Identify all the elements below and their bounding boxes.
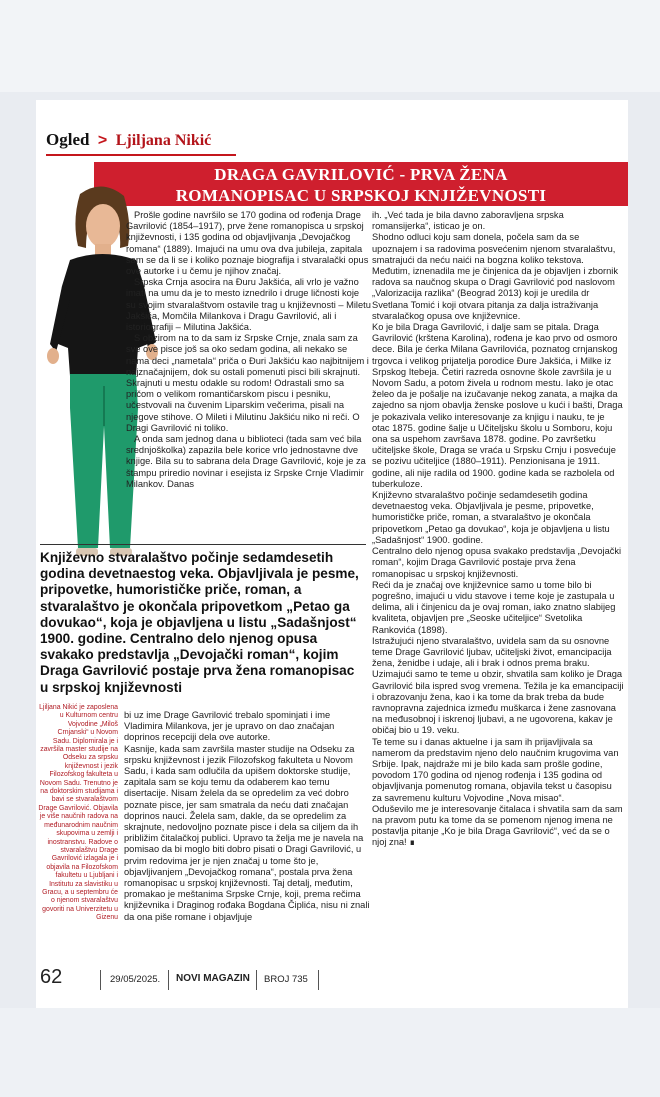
page-number: 62 [40,966,63,988]
magazine-page [36,100,628,1008]
magazine-name: NOVI MAGAZIN [176,973,250,984]
article-column-2 [372,210,624,849]
paragraph: A onda sam jednog dana u biblioteci (tada sam već bila srednjoškolka) zapazila bele korice vrlo jednostavne dve knjige. Bila su to sabrana dela Drage Gavrilović, koje je za štampu priredio novinar i esejista iz Srpske Crnje Vladimir Milankov. Danas [126,434,366,489]
article-column-3 [124,710,370,923]
issue-number: BROJ 735 [264,974,308,985]
browser-top-area [0,0,660,92]
paragraph: Shodno odluci koju sam donela, počela sam da se upoznajem i sa radovima posvećenim njenom stvaralaštvu, smatrajući da neću naići na bogzna koliko tekstova. Međutim, iznenadila me je činjenica da je objavljen i zbornik radova sa naučnog skupa o Dragi Gavrilović pod naslovom „Valorizacija razlika“ (Beograd 2013) koji je uredila dr Svetlana Tomić i koji otvara pitanja za dalja istraživanja stvaralačkog opusa ove književnice. [372,232,618,321]
author-bio: Ljiljana Nikić je zaposlena u Kulturnom centru Vojvodine „Miloš Crnjanski“ u Novom Sadu. Diplomirala je i završila master studije na Odseku za srpsku književnost i jezik Filozofskog fakulteta u Novom Sadu. Trenutno je na doktorskim studijama i bavi se stvaralaštvom Drage Gavrilović. Objavila je više naučnih radova na međunarodnim naučnim skupovima u zemlji i inostranstvu. Radove o stvaralaštvu Drage Gavrilović izlagala je i objavila na Filozofskom fakultetu u Ljubljani i Institutu za slavistiku u Gracu, a u septembru će o njenom stvaralaštvu govoriti na Univerzitetu u Gizenu [38,704,118,922]
paragraph: Reći da je značaj ove književnice samo u tome bilo bi pogrešno, imajući u vidu stavove i teme koje je zastupala u delima, ali i činjenicu da je ovaj roman, iako znatno slabijeg kvaliteta, objavljen pre „Seoske učiteljice“ Svetolika Rankovića (1898). [372,579,616,635]
rubric-underline [46,154,236,156]
rubric [46,130,211,150]
paragraph: Centralno delo njenog opusa svakako predstavlja „Devojački roman“, kojim Draga Gavrilović postaje prva žena romanopisac u srpskoj književnosti. [372,546,622,579]
rubric-separator: > [97,132,108,149]
pull-quote: Književno stvaralaštvo počinje sedamdesetih godina devetnaestog veka. Objavljivala je pesme, pripovetke, humorističke priče, roman, a stvaralaštvo je okončala pripovetkom „Petao ga dovukao“, koja je objavljena u listu „Sadašnjost“ 1900. godine. Centralno delo njenog opusa svakako predstavlja „Devojački roman“, kojim Draga Gavrilović postaje prva žena romanopisac u srpskoj književnosti [40,550,359,695]
paragraph: Ko je bila Draga Gavrilović, i dalje sam se pitala. Draga Gavrilović (krštena Karolina), rođena je kao prvo od osmoro dece. Bila je ćerka Milana Gavrilovića, poznatog crnjanskog trgovca i velikog prijatelja porodice Đure Jakšića, i Milke iz Srpskog Itebeja. Četiri razreda osnovne škole završila je u Novom Sadu, a potom živela u rodnom mestu. Iako je otac želeo da je pošalje na izučavanje nekog zanata, a majka da zajedno sa njom obavlja ženske poslove u kući i bašti, Draga je pokazivala veliko interesovanje za knjigu i nauku, te je otac 1875. godine šalje u Učiteljsku školu u Somboru, koju ona sa uspehom završava 1878. godine. Po završetku učiteljske škole, Draga se vraća u Srpsku Crnju i posvećuje se pozivu učiteljice (1880–1911). Penzionisana je 1911. godine, ali nije radila od 1900. godine kada se razbolela od tuberkuloze. [372,322,623,489]
pull-quote-divider [40,544,366,545]
paragraph: Te teme su i danas aktuelne i ja sam ih prijavljivala sa namerom da predstavim njeno delo naučnim krugovima van Srbije. Ipak, najdraže mi je bilo kada sam prošle godine, povodom 170 godina od njenog rođenja i 135 godina od objavljivanja pomenutog romana, objavila tekst u časopisu za savremenu kulturu Vojvodine „Nova misao“. [372,736,619,803]
footer-divider [100,970,101,990]
paragraph: ih. „Već tada je bila davno zaboravljena srpska romansijerka“, isticao je on. [372,210,564,232]
paragraph: bi uz ime Drage Gavrilović trebalo spominjati i ime Vladimira Milankova, jer je upravo on dao značajan doprinos recepciji dela ove autorke. [124,710,335,743]
rubric-section: Ogled [46,130,90,149]
paragraph: Prošle godine navršilo se 170 godina od rođenja Drage Gavrilović (1854–1917), prve žene romanopisca u srpskoj književnosti, i 135 godina od objavljivanja „Devojačkog romana“ (1889). Imajući na umu ova dva jubileja, zapitala sam se da li se i koliko poznaje biografija i stvaralački opus ove autorke i u čemu je njihov značaj. [126,210,369,277]
paragraph: S obzirom na to da sam iz Srpske Crnje, znala sam za sve ove pisce još sa oko sedam godina, ali nekako se nama deci „nametala“ priča o Đuri Jakšiću kao najbitnijem i najznačajnijem, dok su ostali pomenuti pisci bili skrajnuti. Skrajnuti u mestu odakle su rodom! Odrastali smo sa pričom o velikom romantičarskom piscu i pesniku, učestvovali na čuvenim Liparskim večerima, pisali na njegove stihove. O Mileti i Milutinu Jakšiću niko ni reči. O Dragi Gavrilović ni toliko. [126,333,369,433]
article-title [94,162,628,206]
article-column-1 [126,210,371,490]
footer-divider [256,970,257,990]
browser-bottom-area [0,1008,660,1097]
paragraph: Uzimajući samo te teme u obzir, shvatila sam koliko je Draga Gavrilović bila ispred svog vremena. Težila je ka emancipaciji i obrazovanju žena, kao i ka tome da brak treba da bude ravnopravna zajednica između muškarca i žene zasnovana na međusobnoj i iskrenoj ljubavi, a ne ugovorena, kakav je običaj bio u 19. veku. [372,669,624,736]
paragraph: Kasnije, kada sam završila master studije na Odseku za srpsku književnost i jezik Filozofskog fakulteta u Novom Sadu, i kada sam odlučila da upišem doktorske studije, zapitala sam se koju temu da odaberem kao temu disertacije. Nisam želela da se opredelim za već dobro poznate pisce, jer sam smatrala da neću dati značajan doprinos nauci. Želela sam, dakle, da se opredelim za skrajnute, nedovoljno poznate pisce i dela sa ciljem da ih približim čitalačkoj publici. Upravo ta želja me je navela na pomisao da bi moglo biti dobro pisati o Dragi Gavrilović, u prvim redovima jer je njen značaj u tome što je, objavljivanjem „Devojačkog romana“, postala prva žena romanopisac u srpskoj književnosti. Taj detalj, međutim, promakao je meštanima Srpske Crnje, koji, prema rečima književnika i Draginog rođaka Bogdana Čiplića, nisu ni znali da ona piše romane i objavljuje [124,743,370,922]
page-footer [36,966,628,996]
article-title-line-1: DRAGA GAVRILOVIĆ - PRVA ŽENA [214,165,508,184]
rubric-author: Ljiljana Nikić [115,132,212,149]
footer-divider [168,970,169,990]
article-title-line-2: ROMANOPISAC U SRPSKOJ KNJIŽEVNOSTI [175,186,547,205]
issue-date: 29/05/2025. [110,974,161,985]
paragraph: Oduševilo me je interesovanje čitalaca i shvatila sam da sam na pravom putu ka tome da se pomenom njenog imena ne postavlja pitanje „Ko je bila Draga Gavrilović“, već da se o njoj zna! ∎ [372,803,623,848]
paragraph: Književno stvaralaštvo počinje sedamdesetih godina devetnaestog veka. Objavljivala je pesme, pripovetke, humorističke priče, roman, a stvaralaštvo je okončala pripovetkom „Petao ga dovukao“, koja je objavljena u listu „Sadašnjost“ 1900. godine. [372,490,610,545]
paragraph: Istražujući njeno stvaralaštvo, uvidela sam da su osnovne teme Drage Gavrilović ljubav, učiteljski život, emancipacija žena, ženidbe i udaje, ali i brak i odnos prema braku. [372,635,612,669]
footer-divider [318,970,319,990]
paragraph: Srpska Crnja asocira na Đuru Jakšića, ali vrlo je važno imati na umu da je to mesto iznedrilo i druge ličnosti koje su svojim stvaralaštvom ostavile trag u književnosti – Miletu Jakšića, Momčila Milankova i Dragu Gavrilović, ali i istoriografiji – Milutina Jakšića. [126,277,371,333]
